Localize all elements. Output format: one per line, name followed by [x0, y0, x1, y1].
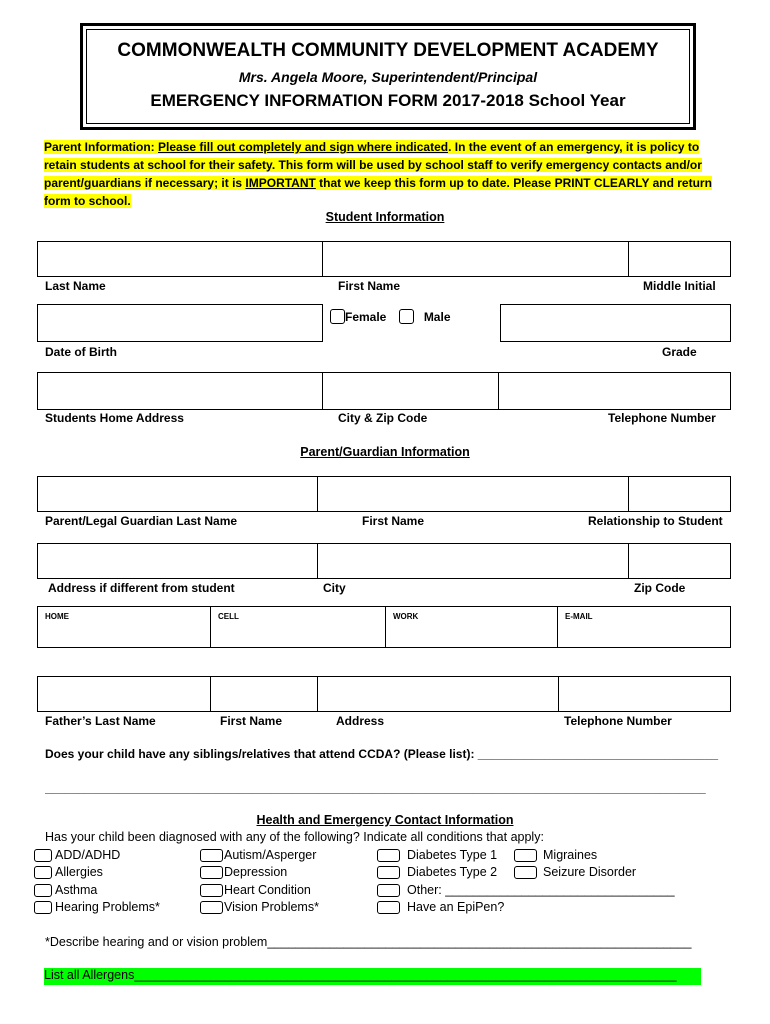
parent-last-name-field[interactable] [37, 476, 318, 512]
diabetes1-label: Diabetes Type 1 [407, 848, 498, 862]
parent-city-label: City [323, 581, 346, 595]
allergens-line[interactable]: List all Allergens______________________________________________________________________________ [44, 968, 701, 985]
principal-name: Mrs. Angela Moore, Superintendent/Principal [238, 69, 538, 85]
condition-depression [200, 865, 287, 879]
depression-checkbox[interactable] [200, 866, 223, 879]
form-title: EMERGENCY INFORMATION FORM 2017-2018 School Year [150, 91, 626, 110]
address-label: Students Home Address [45, 411, 184, 425]
grade-field[interactable] [500, 304, 731, 342]
diabetes2-checkbox[interactable] [377, 866, 400, 879]
parent-first-name-label: First Name [362, 514, 425, 528]
dob-field[interactable] [37, 304, 323, 342]
hearing-label: Hearing Problems* [55, 900, 160, 914]
allergies-label: Allergies [55, 865, 103, 879]
depression-label: Depression [224, 865, 288, 879]
intro-part5: that we keep this form up to date. Please PRINT CLEARLY and return form to school. [44, 176, 712, 208]
gender-options [330, 308, 451, 326]
phone-label: Telephone Number [608, 411, 716, 425]
parent-city-field[interactable] [317, 543, 629, 579]
parent-address-label: Address if different from student [48, 581, 235, 595]
male-checkbox[interactable] [399, 309, 414, 324]
asthma-checkbox[interactable] [34, 884, 52, 897]
intro-part3: . In the event of an emergency, it is policy to retain students at school for their safety. This form will be used by school staff to verify emergency contacts and/or parent/guardians if necessary; it is [44, 140, 702, 190]
work-label: WORK [393, 612, 419, 621]
allergies-checkbox[interactable] [34, 866, 52, 879]
female-checkbox[interactable] [330, 309, 345, 324]
migraines-checkbox[interactable] [514, 849, 537, 862]
relationship-field[interactable] [628, 476, 731, 512]
condition-diabetes2 [377, 865, 497, 879]
last-name-label: Last Name [45, 279, 106, 293]
student-address-field[interactable] [37, 372, 323, 410]
hearing-checkbox[interactable] [34, 901, 52, 914]
epipen-checkbox[interactable] [377, 901, 400, 914]
parent-first-name-field[interactable] [317, 476, 629, 512]
parent-address-field[interactable] [37, 543, 318, 579]
student-middle-initial-field[interactable] [628, 241, 731, 277]
email-label: E-MAIL [565, 612, 593, 621]
migraines-label: Migraines [543, 848, 598, 862]
father-address-field[interactable] [317, 676, 559, 712]
seizure-checkbox[interactable] [514, 866, 537, 879]
intro-paragraph [44, 138, 734, 210]
home-label: HOME [45, 612, 69, 621]
grade-label: Grade [662, 345, 697, 359]
parent-heading: Parent/Guardian Information [300, 445, 470, 459]
condition-hearing [34, 900, 160, 914]
condition-diabetes1 [377, 848, 497, 862]
condition-epipen [377, 900, 504, 914]
condition-other [377, 883, 675, 897]
describe-problems-line[interactable]: *Describe hearing and or vision problem_____________________________________________________________ [45, 935, 692, 949]
parent-zip-label: Zip Code [634, 581, 686, 595]
parent-last-name-label: Parent/Legal Guardian Last Name [45, 514, 238, 528]
student-heading: Student Information [325, 210, 445, 224]
intro-part1: Parent Information: [44, 140, 159, 154]
add-adhd-checkbox[interactable] [34, 849, 52, 862]
condition-vision [200, 900, 319, 914]
seizure-label: Seizure Disorder [543, 865, 637, 879]
heart-label: Heart Condition [224, 883, 311, 897]
student-phone-field[interactable] [498, 372, 731, 410]
siblings-line[interactable]: ___________________________________________________________________________________________________ [45, 781, 706, 795]
father-last-name-field[interactable] [37, 676, 211, 712]
autism-checkbox[interactable] [200, 849, 223, 862]
diabetes1-checkbox[interactable] [377, 849, 400, 862]
health-heading: Health and Emergency Contact Information [256, 813, 514, 827]
vision-label: Vision Problems* [224, 900, 319, 914]
cell-label: CELL [218, 612, 239, 621]
male-label: Male [423, 310, 451, 324]
father-first-name-label: First Name [220, 714, 283, 728]
condition-seizure [514, 865, 636, 879]
other-checkbox[interactable] [377, 884, 400, 897]
student-city-zip-field[interactable] [322, 372, 499, 410]
vision-checkbox[interactable] [200, 901, 223, 914]
father-first-name-field[interactable] [210, 676, 318, 712]
father-address-label: Address [336, 714, 385, 728]
middle-initial-label: Middle Initial [643, 279, 716, 293]
condition-autism [200, 848, 316, 862]
student-last-name-field[interactable] [37, 241, 323, 277]
siblings-question: Does your child have any siblings/relatives that attend CCDA? (Please list): ____________________________________ [45, 747, 719, 761]
intro-part2: Please fill out completely and sign where indicated [158, 140, 449, 154]
asthma-label: Asthma [55, 883, 98, 897]
father-phone-label: Telephone Number [564, 714, 672, 728]
add-adhd-label: ADD/ADHD [55, 848, 121, 862]
condition-add-adhd [34, 848, 120, 862]
student-first-name-field[interactable] [322, 241, 629, 277]
condition-migraines [514, 848, 597, 862]
diabetes2-label: Diabetes Type 2 [407, 865, 498, 879]
condition-heart [200, 883, 311, 897]
father-last-name-label: Father’s Last Name [45, 714, 156, 728]
autism-label: Autism/Asperger [224, 848, 317, 862]
female-label: Female [345, 310, 387, 324]
health-question: Has your child been diagnosed with any of the following? Indicate all conditions that apply: [45, 830, 544, 844]
condition-allergies [34, 865, 103, 879]
dob-label: Date of Birth [45, 345, 117, 359]
city-zip-label: City & Zip Code [338, 411, 428, 425]
parent-zip-field[interactable] [628, 543, 731, 579]
first-name-label: First Name [338, 279, 401, 293]
intro-part4: IMPORTANT [245, 176, 316, 190]
condition-asthma [34, 883, 97, 897]
heart-checkbox[interactable] [200, 884, 223, 897]
school-name: COMMONWEALTH COMMUNITY DEVELOPMENT ACADEMY [117, 40, 659, 61]
father-phone-field[interactable] [558, 676, 731, 712]
epipen-label: Have an EpiPen? [407, 900, 505, 914]
relationship-label: Relationship to Student [588, 514, 723, 528]
other-label: Other: _________________________________ [407, 883, 675, 897]
